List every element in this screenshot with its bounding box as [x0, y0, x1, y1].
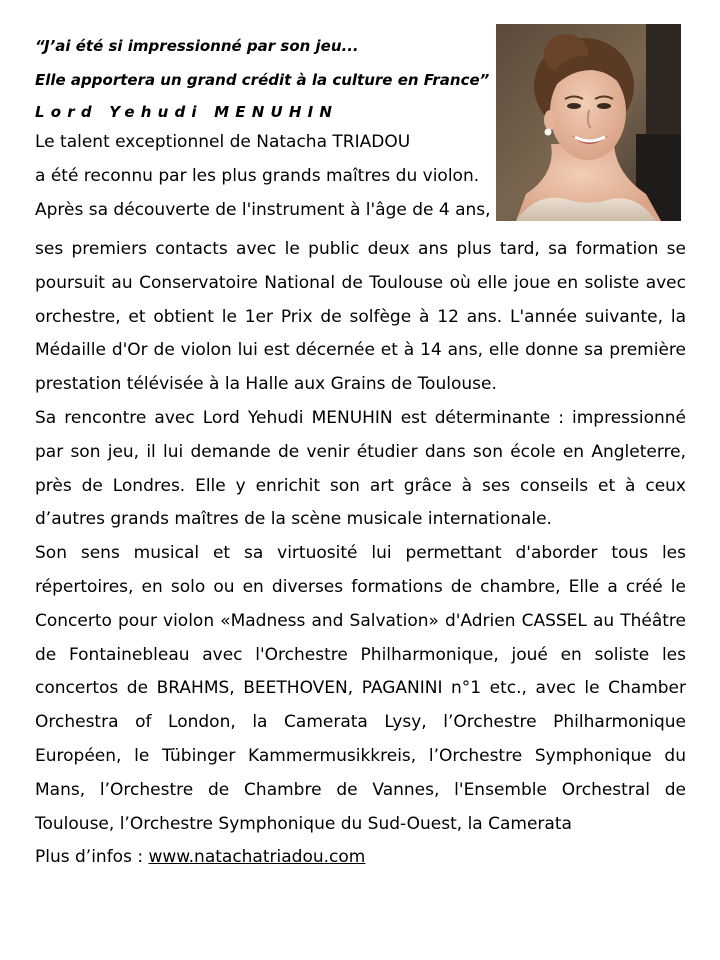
- intro-line-3: Après sa découverte de l'instrument à l'âge de 4 ans,: [35, 200, 491, 220]
- website-link[interactable]: www.natachatriadou.com: [148, 847, 366, 868]
- intro-line-2: a été reconnu par les plus grands maîtres du violon.: [35, 166, 480, 186]
- intro-line-1: Le talent exceptionnel de Natacha TRIADOU: [35, 132, 411, 152]
- biography-text: [35, 233, 686, 875]
- more-info-label: Plus d’infos :: [35, 847, 149, 868]
- paragraph-repertoire: Son sens musical et sa virtuosité lui permettant d'aborder tous les répertoires, en solo ou en diverses formations de chambre, Elle a créé le Concerto pour violon «Madness and Salvation» d'Adrien CASSEL au Théâtre de Fontainebleau avec l'Orchestre Philharmonique, joué en soliste les concertos de BRAHMS, BEETHOVEN, PAGANINI n°1 etc., avec le Chamber Orchestra of London, la Camerata Lysy, l’Orchestre Philharmonique Européen, le Tübinger Kammermusikkreis, l’Orchestre Symphonique du Mans, l’Orchestre de Chambre de Vannes, l'Ensemble Orchestral de Toulouse, l’Orchestre Symphonique du Sud-Ouest, la Camerata: [35, 543, 686, 834]
- more-info-line: [35, 841, 686, 875]
- quote-line-2: Elle apportera un grand crédit à la culture en France”: [35, 71, 490, 89]
- quote-line-1: “J’ai été si impressionné par son jeu...: [35, 37, 359, 55]
- paragraph-training: ses premiers contacts avec le public deux ans plus tard, sa formation se poursuit au Conservatoire National de Toulouse où elle joue en soliste avec orchestre, et obtient le 1er Prix de solfège à 12 ans. L'année suivante, la Médaille d'Or de violon lui est décernée et à 14 ans, elle donne sa première prestation télévisée à la Halle aux Grains de Toulouse.: [35, 239, 686, 395]
- portrait-photo: [496, 24, 681, 221]
- paragraph-menuhin: Sa rencontre avec Lord Yehudi MENUHIN est déterminante : impressionné par son jeu, il lui demande de venir étudier dans son école en Angleterre, près de Londres. Elle y enrichit son art grâce à ses conseils et à ceux d’autres grands maîtres de la scène musicale internationale.: [35, 407, 686, 530]
- quote-author: Lord Yehudi MENUHIN: [35, 103, 339, 121]
